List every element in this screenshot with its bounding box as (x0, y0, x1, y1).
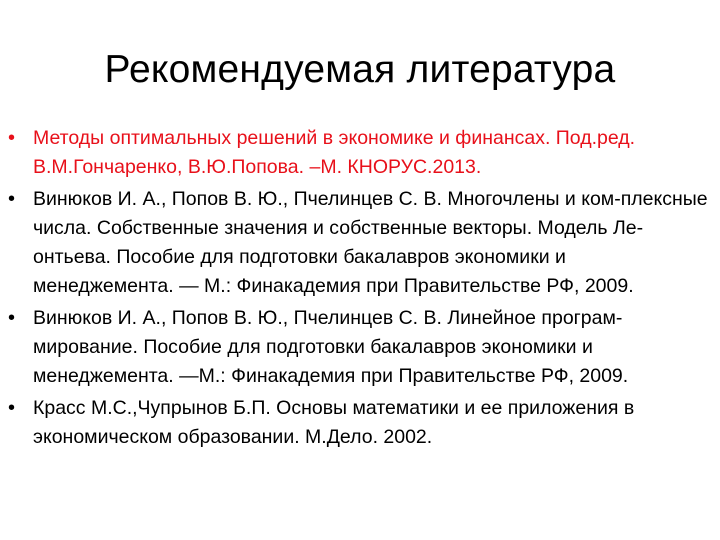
literature-item (8, 124, 708, 182)
bullet-icon: • (8, 307, 16, 329)
literature-item (8, 394, 708, 452)
bullet-icon: • (8, 397, 16, 419)
slide-title: Рекомендуемая литература (104, 48, 616, 91)
literature-item-text: Винюков И. А., Попов В. Ю., Пчелинцев С. В. Многочлены и ком-плексные числа. Собственные значения и собственные векторы. Модель Ле-онтьева. Пособие для подготовки бакалавров экономики и менеджемента. — М.: Финакадемия при Правительстве РФ, 2009. (33, 188, 708, 297)
literature-list (8, 124, 708, 455)
literature-item-text: Красс М.С.,Чупрынов Б.П. Основы математики и ее приложения в экономическом образовании. М.Дело. 2002. (33, 397, 635, 448)
literature-item (8, 304, 708, 391)
literature-item-text: Винюков И. А., Попов В. Ю., Пчелинцев С. В. Линейное програм-мирование. Пособие для подготовки бакалавров экономики и менеджемента. —М.: Финакадемия при Правительстве РФ, 2009. (33, 307, 629, 387)
bullet-icon: • (8, 127, 16, 149)
bullet-icon: • (8, 188, 16, 210)
literature-item-text: Методы оптимальных решений в экономике и финансах. Под.ред. В.М.Гончаренко, В.Ю.Попова. –М. КНОРУС.2013. (33, 127, 636, 178)
literature-item (8, 185, 708, 301)
